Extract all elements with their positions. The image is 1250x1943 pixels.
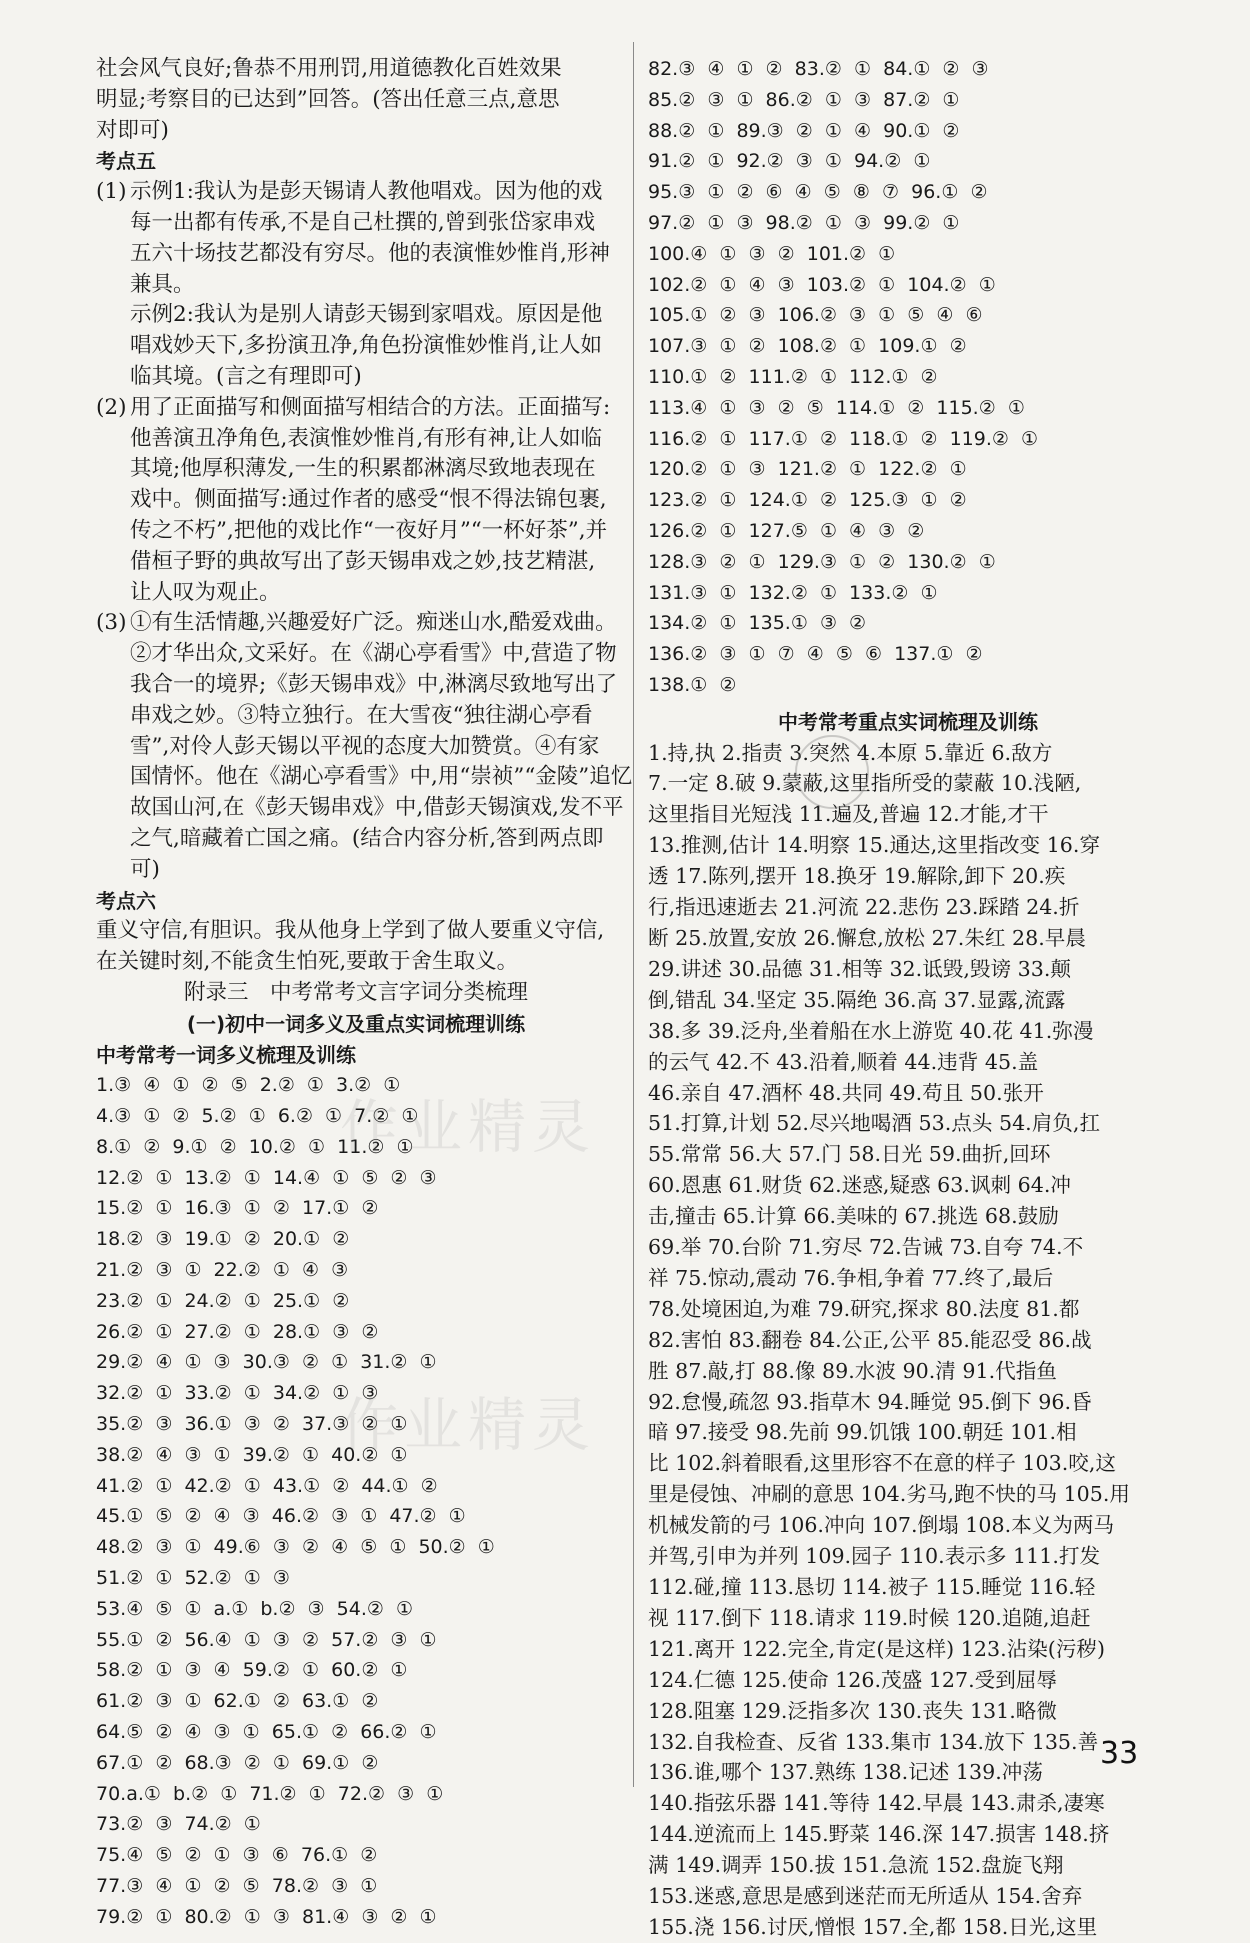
text-line: 五六十场技艺都没有穷尽。他的表演惟妙惟肖,形神 [130, 240, 610, 266]
vocab-line: 124.仁德 125.使命 126.茂盛 127.受到屈辱 [648, 1667, 1057, 1692]
text-line: 戏中。侧面描写:通过作者的感受“恨不得法锦包裹, [130, 487, 607, 513]
text-line: 我合一的境界;《彭天锡串戏》中,淋漓尽致地写出了 [130, 671, 618, 697]
text-line: 故国山河,在《彭天锡串戏》中,借彭天锡演戏,发不平 [130, 795, 624, 821]
answer-line: 29.② ④ ① ③ 30.③ ② ① 31.② ① [96, 1351, 437, 1374]
answer-line: 53.④ ⑤ ① a.① b.② ③ 54.② ① [96, 1597, 414, 1620]
vocab-line: 机械发箭的弓 106.冲向 107.倒塌 108.本义为两马 [648, 1513, 1115, 1538]
answer-paragraph [96, 608, 633, 885]
answer-line: 15.② ① 16.③ ① ② 17.① ② [96, 1197, 379, 1220]
answer-line: 100.④ ① ③ ② 101.② ① [648, 242, 896, 265]
paragraph-body [130, 393, 616, 609]
vocab-line: 144.逆流而上 145.野菜 146.深 147.损害 148.挤 [648, 1822, 1110, 1847]
answer-line: 123.② ① 124.① ② 125.③ ① ② [648, 489, 967, 512]
text-line: 对即可) [96, 117, 169, 143]
answer-line: 45.① ⑤ ② ④ ③ 46.② ③ ① 47.② ① [96, 1505, 466, 1528]
vocab-line: 55.常常 56.大 57.门 58.日光 59.曲折,回环 [648, 1142, 1051, 1167]
answer-line: 105.① ② ③ 106.② ③ ① ⑤ ④ ⑥ [648, 304, 983, 327]
text-line: 国情怀。他在《湖心亭看雪》中,用“崇祯”“金陵”追忆 [130, 764, 633, 790]
text-line: 在关键时刻,不能贪生怕死,要敢于舍生取义。 [96, 949, 519, 975]
answer-line: 75.④ ⑤ ② ① ③ ⑥ 76.① ② [96, 1844, 378, 1867]
vocab-line: 1.持,执 2.指责 3.突然 4.本原 5.靠近 6.敌方 [648, 740, 1053, 765]
vocab-line: 60.恩惠 61.财货 62.迷惑,疑惑 63.讽刺 64.冲 [648, 1173, 1072, 1198]
answer-line: 41.② ① 42.② ① 43.① ② 44.① ② [96, 1474, 438, 1497]
answer-line: 51.② ① 52.② ① ③ [96, 1567, 290, 1590]
section-heading: 考点六 [96, 888, 156, 913]
vocab-line: 比 102.斜着眼看,这里形容不在意的样子 103.咬,这 [648, 1451, 1116, 1476]
text-line: 雪”,对伶人彭天锡以平视的态度大加赞赏。④有家 [130, 733, 600, 759]
answer-paragraph [96, 177, 616, 393]
text-line: 其境;他厚积薄发,一生的积累都淋漓尽致地表现在 [130, 456, 596, 482]
answer-line: 107.③ ① ② 108.② ① 109.① ② [648, 335, 967, 358]
vocab-line: 透 17.陈列,摆开 18.换牙 19.解除,卸下 20.疾 [648, 864, 1066, 889]
answer-line: 131.③ ① 132.② ① 133.② ① [648, 581, 938, 604]
text-line: 每一出都有传承,不是自己杜撰的,曾到张岱家串戏 [130, 209, 596, 235]
section-title: 中考常考重点实词梳理及训练 [778, 709, 1038, 734]
vocab-line: 击,撞击 65.计算 66.美味的 67.挑选 68.鼓励 [648, 1204, 1059, 1229]
left-column [96, 54, 633, 1933]
answer-line: 73.② ③ 74.② ① [96, 1813, 261, 1836]
vocab-line: 行,指迅速逝去 21.河流 22.悲伤 23.踩踏 24.折 [648, 895, 1080, 920]
text-line: 临其境。(言之有理即可) [130, 363, 362, 389]
vocab-line: 132.自我检查、反省 133.集市 134.放下 135.善 [648, 1729, 1099, 1754]
vocab-line: 140.指弦乐器 141.等待 142.早晨 143.肃杀,凄寒 [648, 1791, 1105, 1816]
text-line: 兼具。 [130, 271, 195, 297]
paragraph-body [130, 608, 632, 885]
answer-line: 4.③ ① ② 5.② ① 6.② ① 7.② ① [96, 1105, 419, 1128]
vocab-line: 38.多 39.泛舟,坐着船在水上游览 40.花 41.弥漫 [648, 1018, 1094, 1043]
vocab-line: 的云气 42.不 43.沿着,顺着 44.违背 45.盖 [648, 1049, 1039, 1074]
section-title: (一)初中一词多义及重点实词梳理训练 [186, 1011, 526, 1036]
answer-line: 79.② ① 80.② ① ③ 81.④ ③ ② ① [96, 1905, 437, 1928]
answer-line: 32.② ① 33.② ① 34.② ① ③ [96, 1382, 379, 1405]
subsection-title: 中考常考一词多义梳理及训练 [96, 1042, 356, 1067]
text-line: ①有生活情趣,兴趣爱好广泛。痴迷山水,酷爱戏曲。 [130, 610, 617, 636]
vocab-line: 46.亲自 47.酒杯 48.共同 49.苟且 50.张开 [648, 1080, 1044, 1105]
text-line: 社会风气良好;鲁恭不用刑罚,用道德教化百姓效果 [96, 56, 562, 81]
vocab-line: 112.碰,撞 113.恳切 114.被子 115.睡觉 116.轻 [648, 1575, 1096, 1599]
vocab-line: 153.迷惑,意思是感到迷茫而无所适从 154.舍弃 [648, 1884, 1083, 1909]
stamp-mark [795, 735, 869, 809]
text-line: 重义守信,有胆识。我从他身上学到了做人要重义守信, [96, 918, 605, 944]
answer-line: 113.④ ① ③ ② ⑤ 114.① ② 115.② ① [648, 396, 1025, 419]
answer-line: 38.② ④ ③ ① 39.② ① 40.② ① [96, 1443, 408, 1466]
answer-line: 1.③ ④ ① ② ⑤ 2.② ① 3.② ① [96, 1074, 401, 1097]
watermark: 作业精灵 [340, 1093, 597, 1161]
answer-line: 61.② ③ ① 62.① ② 63.① ② [96, 1690, 379, 1713]
paragraph-body [130, 177, 616, 393]
vocab-line: 128.阻塞 129.泛指多次 130.丧失 131.略微 [648, 1698, 1057, 1723]
answer-line: 102.② ① ④ ③ 103.② ① 104.② ① [648, 273, 996, 296]
vocab-line: 满 149.调弄 150.拔 151.急流 152.盘旋飞翔 [648, 1853, 1064, 1878]
vocab-line: 倒,错乱 34.坚定 35.隔绝 36.高 37.显露,流露 [648, 987, 1066, 1012]
answer-line: 110.① ② 111.② ① 112.① ② [648, 365, 938, 388]
vocab-line: 祥 75.惊动,震动 76.争相,争着 77.终了,最后 [648, 1265, 1054, 1290]
text-line: 示例2:我认为是别人请彭天锡到家唱戏。原因是他 [130, 302, 603, 328]
vocab-line: 13.推测,估计 14.明察 15.通达,这里指改变 16.穿 [648, 833, 1101, 858]
answer-line: 23.② ① 24.② ① 25.① ② [96, 1289, 350, 1312]
vocab-line: 暗 97.接受 98.先前 99.饥饿 100.朝廷 101.相 [648, 1420, 1077, 1445]
answer-line: 134.② ① 135.① ③ ② [648, 612, 867, 635]
vocab-line: 155.浇 156.讨厌,憎恨 157.全,都 158.日光,这里 [648, 1914, 1098, 1939]
text-line: 之气,暗藏着亡国之痛。(结合内容分析,答到两点即 [130, 825, 604, 851]
answer-line: 12.② ① 13.② ① 14.④ ① ⑤ ② ③ [96, 1166, 437, 1189]
item-number: (2) [96, 394, 127, 420]
text-line: 唱戏妙天下,多扮演丑净,角色扮演惟妙惟肖,让人如 [130, 333, 603, 359]
watermark: 作业精灵 [340, 1391, 597, 1459]
answer-line: 70.a.① b.② ① 71.② ① 72.② ③ ① [96, 1782, 444, 1805]
vocab-line: 断 25.放置,安放 26.懈怠,放松 27.朱红 28.早晨 [648, 925, 1086, 950]
text-line: 传之不朽”,把他的戏比作“一夜好月”“一杯好茶”,并 [130, 517, 608, 543]
answer-line: 8.① ② 9.① ② 10.② ① 11.② ① [96, 1135, 414, 1158]
answer-line: 128.③ ② ① 129.③ ① ② 130.② ① [648, 550, 996, 573]
vocab-line: 136.谁,哪个 137.熟练 138.记述 139.冲荡 [648, 1760, 1043, 1785]
vocab-line: 这里指目光短浅 11.遍及,普遍 12.才能,才干 [648, 802, 1049, 827]
appendix-title: 附录三 中考常考文言字词分类梳理 [183, 979, 528, 1005]
answer-line: 85.② ③ ① 86.② ① ③ 87.② ① [648, 88, 960, 111]
text-line: 他善演丑净角色,表演惟妙惟肖,有形有神,让人如临 [130, 425, 603, 451]
text-line: 示例1:我认为是彭天锡请人教他唱戏。因为他的戏 [130, 179, 603, 205]
vocab-line: 69.举 70.台阶 71.穷尽 72.告诫 73.自夸 74.不 [648, 1235, 1084, 1260]
answer-line: 26.② ① 27.② ① 28.① ③ ② [96, 1320, 379, 1343]
answer-line: 48.② ③ ① 49.⑥ ③ ② ④ ⑤ ① 50.② ① [96, 1536, 495, 1559]
vocab-line: 51.打算,计划 52.尽兴地喝酒 53.点头 54.肩负,扛 [648, 1111, 1101, 1136]
answer-paragraph [96, 393, 616, 609]
answer-line: 88.② ① 89.③ ② ① ④ 90.① ② [648, 119, 960, 142]
answer-line: 91.② ① 92.② ③ ① 94.② ① [648, 150, 931, 173]
vocab-line: 里是侵蚀、冲刷的意思 104.劣马,跑不快的马 105.用 [648, 1482, 1131, 1507]
answer-line: 97.② ① ③ 98.② ① ③ 99.② ① [648, 211, 960, 234]
vocab-line: 92.怠慢,疏忽 93.指草木 94.睡觉 95.倒下 96.昏 [648, 1389, 1092, 1414]
answer-line: 136.② ③ ① ⑦ ④ ⑤ ⑥ 137.① ② [648, 643, 983, 666]
answer-line: 18.② ③ 19.① ② 20.① ② [96, 1228, 350, 1251]
item-number: (3) [96, 610, 127, 636]
text-line: 串戏之妙。③特立独行。在大雪夜“独往湖心亭看 [130, 702, 593, 728]
vocab-line: 7.一定 8.破 9.蒙蔽,这里指所受的蒙蔽 10.浅陋, [648, 771, 1082, 796]
vocab-line: 并驾,引申为并列 109.园子 110.表示多 111.打发 [648, 1544, 1101, 1569]
vocab-line: 胜 87.敲,打 88.像 89.水波 90.清 91.代指鱼 [648, 1358, 1057, 1383]
answer-line: 55.① ② 56.④ ① ③ ② 57.② ③ ① [96, 1628, 437, 1651]
right-column [648, 54, 1168, 1943]
answer-line: 67.① ② 68.③ ② ① 69.① ② [96, 1751, 379, 1774]
answer-line: 77.③ ④ ① ② ⑤ 78.② ③ ① [96, 1875, 378, 1898]
text-line: 让人叹为观止。 [130, 579, 281, 605]
answer-line: 35.② ③ 36.① ③ ② 37.③ ② ① [96, 1413, 408, 1436]
section-heading: 考点五 [96, 149, 156, 174]
answer-line: 138.① ② [648, 673, 737, 696]
answer-line: 64.⑤ ② ④ ③ ① 65.① ② 66.② ① [96, 1721, 437, 1744]
vocab-line: 82.害怕 83.翻卷 84.公正,公平 85.能忍受 86.战 [648, 1327, 1092, 1352]
text-line: 明显;考察目的已达到”回答。(答出任意三点,意思 [96, 86, 560, 112]
answer-line: 21.② ③ ① 22.② ① ④ ③ [96, 1259, 349, 1282]
vocab-line: 视 117.倒下 118.请求 119.时候 120.追随,追赶 [648, 1605, 1091, 1630]
answer-line: 58.② ① ③ ④ 59.② ① 60.② ① [96, 1659, 408, 1682]
text-line: 用了正面描写和侧面描写相结合的方法。正面描写: [130, 394, 611, 420]
vocab-line: 29.讲述 30.品德 31.相等 32.诋毁,毁谤 33.颠 [648, 956, 1072, 981]
vocab-line: 78.处境困迫,为难 79.研究,探求 80.法度 81.都 [648, 1296, 1080, 1321]
item-number: (1) [96, 179, 127, 205]
answer-line: 95.③ ① ② ⑥ ④ ⑤ ⑧ ⑦ 96.① ② [648, 181, 988, 204]
answer-line: 116.② ① 117.① ② 118.① ② 119.② ① [648, 427, 1039, 450]
page-number: 33 [1100, 1736, 1139, 1771]
vocab-line: 121.离开 122.完全,肯定(是这样) 123.沾染(污秽) [648, 1636, 1106, 1661]
column-divider [633, 42, 634, 1787]
answer-line: 126.② ① 127.⑤ ① ④ ③ ② [648, 519, 925, 542]
text-line: 借桓子野的典故写出了彭天锡串戏之妙,技艺精湛, [130, 548, 596, 574]
text-line: ②才华出众,文采好。在《湖心亭看雪》中,营造了物 [130, 641, 617, 667]
text-line: 可) [130, 856, 160, 882]
answer-line: 120.② ① ③ 121.② ① 122.② ① [648, 458, 967, 481]
answer-line: 82.③ ④ ① ② 83.② ① 84.① ② ③ [648, 58, 989, 80]
